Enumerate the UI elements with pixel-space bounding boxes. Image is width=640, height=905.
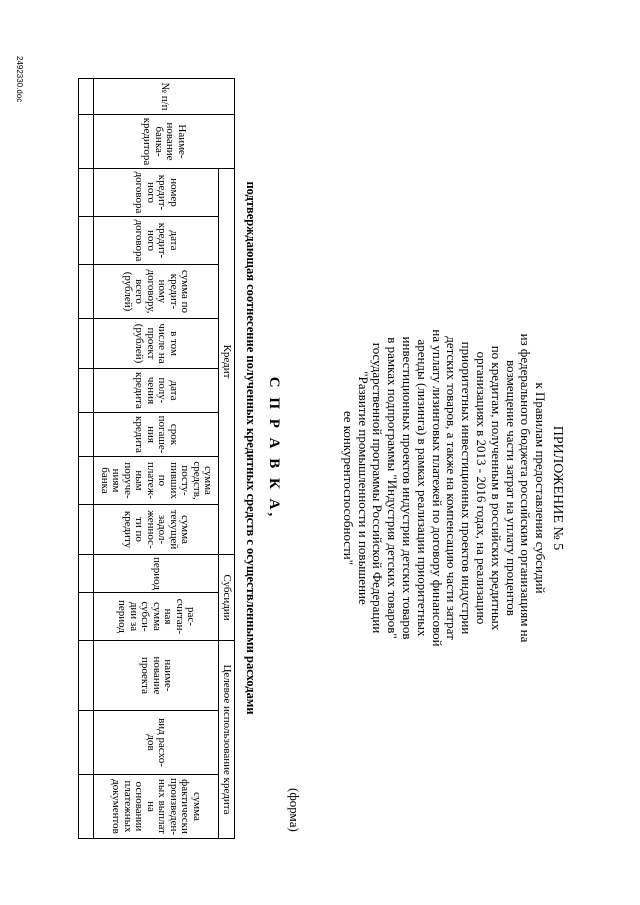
appendix-line: приоритетных инвестиционных проектов индустрии — [459, 341, 475, 635]
appendix-line: государственной программы Российской Федерации — [370, 342, 386, 634]
appendix-line: к Правилам предоставления субсидий — [533, 382, 549, 594]
col-repay-term: срок погаше-ния кредита — [94, 413, 219, 457]
appendix-block — [340, 298, 564, 678]
column-header-row — [94, 79, 219, 839]
col-project-sum: в том числе на проект (рублей) — [94, 319, 219, 369]
col-contract-number: номер кредит-ного договора — [94, 169, 219, 217]
appendix-line: в рамках подпрограммы "Индустрия детских товаров" — [385, 337, 401, 639]
appendix-line: возмещение части затрат на уплату процентов — [503, 360, 519, 616]
appendix-title: ПРИЛОЖЕНИЕ № 5 — [550, 425, 565, 551]
col-received-funds: сумма средств, посту-пивших по платеж-ным поруче-ниям банка — [94, 457, 219, 505]
col-period: период — [94, 555, 219, 593]
col-receive-date: дата полу-чения кредита — [94, 369, 219, 413]
table-row — [79, 79, 94, 839]
form-mark: (форма) — [287, 788, 302, 832]
document-subtitle: подтверждающая соотнесение полученных кредитных средств с осуществленными расходами — [244, 181, 258, 715]
col-expense-type: вид расхо-дов — [94, 711, 219, 775]
appendix-line: детских товаров, а также на компенсацию части затрат — [444, 336, 460, 640]
appendix-line: инвестиционных проектов индустрии детских товаров — [400, 336, 416, 640]
col-bank-name: Наиме-нование банка-кредитора — [94, 115, 235, 169]
col-contract-sum: сумма по кредит-ному договору, всего (рублей) — [94, 265, 219, 319]
appendix-line: аренды (лизинга) в рамках реализации приоритетных — [414, 339, 430, 637]
appendix-line: "Развитие промышленности и повышение — [355, 371, 371, 605]
appendix-line: по кредитам, полученным в российских кредитных — [488, 345, 504, 631]
credit-table — [78, 78, 235, 839]
group-credit: Кредит — [219, 169, 235, 555]
appendix-line: ее конкурентоспособности" — [340, 410, 356, 566]
appendix-line: из федерального бюджета российским организациям на — [518, 333, 534, 643]
appendix-line: организациях в 2013 - 2016 годах, на реализацию — [474, 351, 490, 625]
col-project-name: наиме-нование проекта — [94, 641, 219, 711]
col-number: № п/п — [94, 79, 235, 115]
group-subsidies: Субсидии — [219, 555, 235, 641]
col-subsidy-sum: рас-считан-ная сумма субси-дии за период — [94, 593, 219, 641]
rotated-form — [12, 48, 572, 848]
appendix-line: на уплату лизинговых платежей по договору финансовой — [429, 329, 445, 647]
group-usage: Целевое использование кредита — [219, 641, 235, 839]
col-current-debt: сумма текущей задол-женнос-ти по кредиту — [94, 505, 219, 555]
col-actual-payments: сумма фактически произведен-ных выплат на основании платежных документов — [94, 775, 219, 839]
document-title: С П Р А В К А, — [266, 376, 282, 520]
document-code: 2492330.doc — [15, 56, 24, 103]
col-contract-date: дата кредит-ного договора — [94, 217, 219, 265]
group-header-row — [219, 79, 235, 839]
